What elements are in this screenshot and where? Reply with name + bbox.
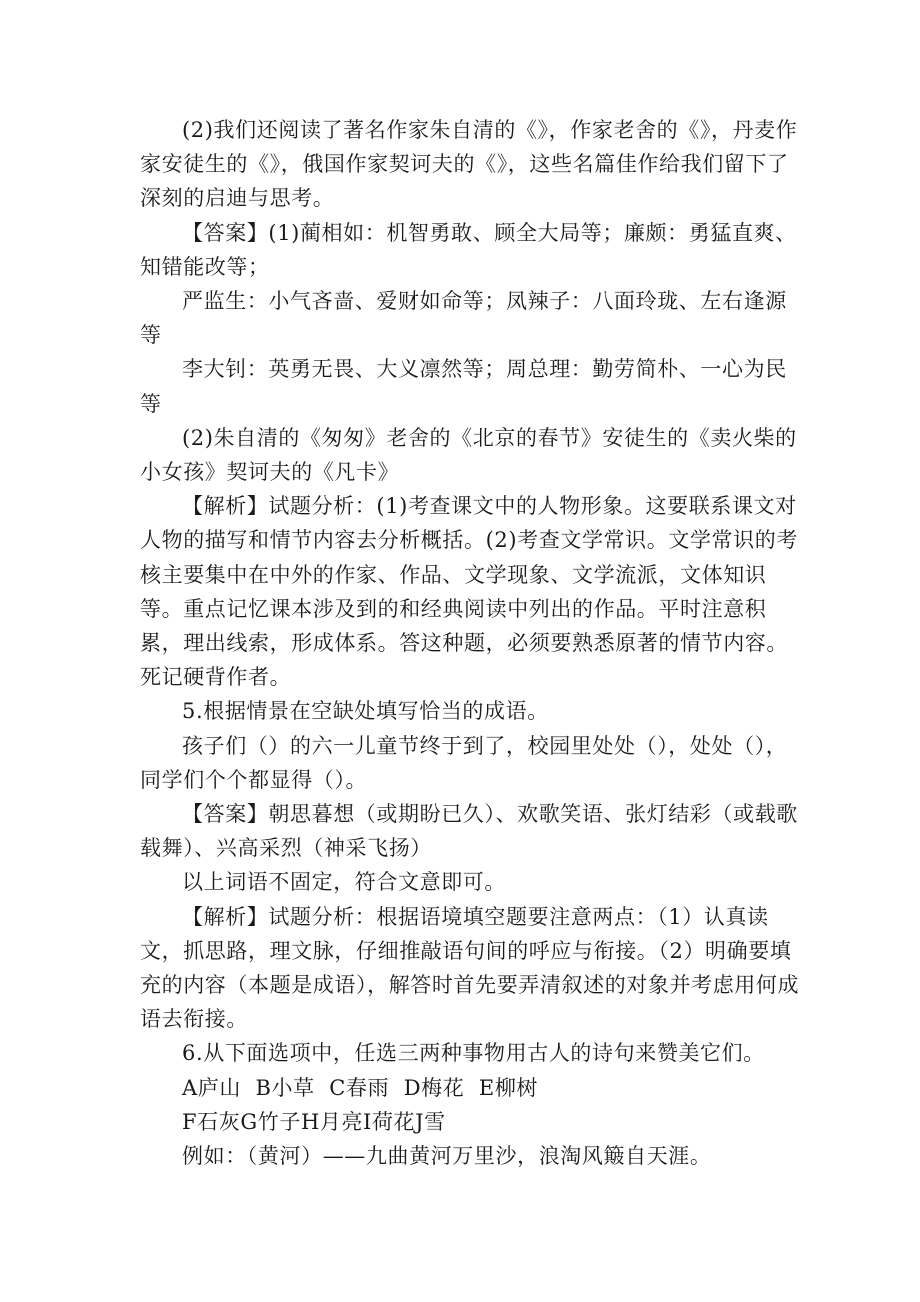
answer-paragraph: 【答案】朝思暮想（或期盼已久）、欢歌笑语、张灯结彩（或载歌载舞）、兴高采烈（神采飞扬） <box>140 802 798 861</box>
options-line: A庐山 B小草 C春雨 D梅花 E柳树 <box>182 1075 539 1100</box>
paragraph: 孩子们（）的六一儿童节终于到了，校园里处处（），处处（），同学们个个都显得（）。 <box>140 733 788 792</box>
options-line: F石灰G竹子H月亮I荷花J雪 <box>182 1109 446 1134</box>
example-line: 例如：（黄河）——九曲黄河万里沙，浪淘风簸自天涯。 <box>182 1144 712 1169</box>
question-heading: 5.根据情景在空缺处填写恰当的成语。 <box>182 699 549 724</box>
paragraph: (2)朱自清的《匆匆》老舍的《北京的春节》安徒生的《卖火柴的小女孩》契诃夫的《凡卡》 <box>140 425 797 485</box>
paragraph: 严监生：小气吝啬、爱财如命等；凤辣子：八面玲珑、左右逢源等 <box>140 289 787 348</box>
paragraph: 李大钊：英勇无畏、大义凛然等；周总理：勤劳简朴、一心为民等 <box>140 357 787 416</box>
analysis-paragraph: 【解析】试题分析：根据语境填空题要注意两点：（1）认真读文，抓思路，理文脉，仔细推敲语句间的呼应与衔接。（2）明确要填充的内容（本题是成语），解答时首先要弄清叙述的对象并考虑用何成语去衔接。 <box>140 904 800 1032</box>
analysis-paragraph: 【解析】试题分析：(1)考查课文中的人物形象。这要联系课文对人物的描写和情节内容去分析概括。(2)考查文学常识。文学常识的考核主要集中在中外的作家、作品、文学现象、文学流派，文体知识等。重点记忆课本涉及到的和经典阅读中列出的作品。平时注意积累，理出线索，形成体系。答这种题，必须要熟悉原著的情节内容。死记硬背作者。 <box>140 494 798 690</box>
answer-paragraph: 【答案】(1)蔺相如：机智勇敢、顾全大局等；廉颇：勇猛直爽、知错能改等； <box>140 220 797 279</box>
document-body <box>140 113 802 1173</box>
paragraph: (2)我们还阅读了著名作家朱自清的《》，作家老舍的《》，丹麦作家安徒生的《》，俄国作家契诃夫的《》，这些名篇佳作给我们留下了深刻的启迪与思考。 <box>140 118 798 211</box>
question-heading: 6.从下面选项中，任选三两种事物用古人的诗句来赞美它们。 <box>182 1041 765 1066</box>
paragraph: 以上词语不固定，符合文意即可。 <box>182 870 506 895</box>
